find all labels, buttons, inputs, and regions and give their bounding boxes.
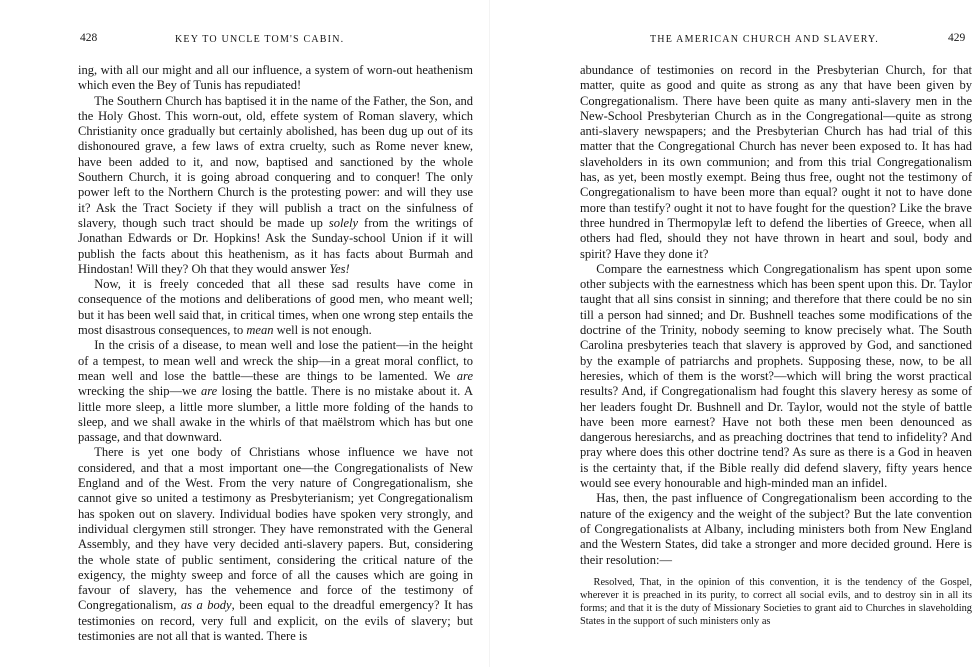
right-page-number: 429 xyxy=(948,32,966,44)
right-page xyxy=(490,0,980,667)
resolution-quote: Resolved, That, in the opinion of this convention, it is the tendency of the Gospel, wherever it is preached in its purity, to correct all social evils, and to destroy sin in all its forms; and that it is the duty of Missionary Societies to grant aid to Churches in slaveholding States in the support of such ministers only as xyxy=(580,576,972,628)
text-run: Has, then, the past influence of Congregationalism been according to the nature of the exigency and the weight of the subject? But the late convention of Congregationalists at Albany, including ministers both from New England and the Western States, did take a stronger and more decided ground. Here is their resolution:— xyxy=(580,491,972,567)
paragraph xyxy=(78,445,473,644)
text-run: Compare the earnestness which Congregationalism has spent upon some other subjects with the earnestness which has been spent upon this. Dr. Taylor taught that all sins consist in sinning; and therefore that there could be no sin till a person had sinned; and Dr. Bushnell teaches some modifications of the doctrine of the Trinity, nobody seeming to know precisely what. The South Carolina presbyteries teach that slavery is approved by God, and sanctioned by the example of patriarchs and prophets. Supposing these, now, to be all heresies, which of them is the worst?—which will bring the worst practical results? And, if Congregationalism had fought this slavery heresy as some of her leaders fought Dr. Bushnell and Dr. Taylor, would not the style of battle have been more earnest? Have not both these men been denounced as dangerous heresiarchs, and as preaching doctrines that tend to infidelity? And pray where does this other doctrine tend? As sure as there is a God in heaven is the certainty that, if the Bible really did defend slavery, fifty years hence would see every honourable and high-minded man an infidel. xyxy=(580,261,972,491)
text-run: The Southern Church has baptised it in the name of the Father, the Son, and the Holy Ghost. This worn-out, old, effete system of Roman slavery, which Christianity once gradually but certainly abolished, has been dug up out of its dishonoured grave, a few laws of extra cruelty, such as Rome never knew, have been added to it, and now, baptised and sanctioned by the whole Southern Church, it is going abroad conquering and to conquer! The only power left to the Northern Church is the protesting power: and will they use it? Ask the Tract Society if they will publish a tract on the sinfulness of slavery, though such tract should be made up xyxy=(78,93,473,230)
text-run: from the writings of Jonathan Edwards or Dr. Hopkins! Ask the Sunday-school Union if it will publish the facts about this heathenism, as it has facts about Burmah and Hindostan! Will they? Oh that they would answer xyxy=(78,215,473,276)
paragraph xyxy=(580,262,972,491)
paragraph xyxy=(78,94,473,278)
left-page-number: 428 xyxy=(80,32,98,44)
emphasis: Yes! xyxy=(329,261,350,276)
left-running-head: KEY TO UNCLE TOM'S CABIN. xyxy=(175,34,345,45)
paragraph xyxy=(78,277,473,338)
emphasis: solely xyxy=(328,215,359,230)
paragraph xyxy=(78,338,473,445)
text-run: ing, with all our might and all our influence, a system of worn-out heathenism which even the Bey of Tunis has repudiated! xyxy=(78,63,473,93)
text-run: Now, it is freely conceded that all these sad results have come in consequence of the motions and deliberations of good men, who meant well; but it has been well said that, in critical times, when one wrong step entails the most disastrous consequences, to xyxy=(78,277,473,338)
right-text-column xyxy=(580,63,972,629)
paragraph xyxy=(580,63,972,262)
text-run: well is not enough. xyxy=(273,323,372,338)
text-run: , been equal to the dreadful emergency? It has testimonies on record, very full and explicit, on the evils of slavery; but testimonies are not all that is wanted. There is xyxy=(78,598,473,643)
emphasis: are xyxy=(456,368,473,383)
text-run: losing the battle. There is no mistake about it. A little more sleep, a little more slumber, a little more folding of the hands to sleep, and we shall awake in the whirls of that maëlstrom which has but one passage, and that downward. xyxy=(78,384,473,445)
emphasis: mean xyxy=(246,323,274,338)
text-run: In the crisis of a disease, to mean well and lose the patient—in the height of a tempest, to mean well and wreck the ship—in a great moral conflict, to mean well and lose the battle—these are things to be lamented. We xyxy=(78,338,473,383)
left-text-column xyxy=(78,63,473,644)
right-running-head: THE AMERICAN CHURCH AND SLAVERY. xyxy=(650,34,879,45)
paragraph xyxy=(78,63,473,94)
text-run: There is yet one body of Christians whose influence we have not considered, and that a most important one—the Congregationalists of New England and of the West. From the very nature of Congregationalism, she cannot give so united a testimony as Presbyterianism; yet Congregationalism has spoken out on slavery. Individual bodies have spoken very strongly, and individual clergymen still stronger. They have remonstrated with the General Assembly, and they have very decided anti-slavery papers. But, considering the whole state of public sentiment, considering the critical nature of the exigency, the mighty sweep and force of all the causes which are going in favour of slavery, has the vehemence and force of the testimony of Congregationalism, xyxy=(78,445,473,613)
text-run: abundance of testimonies on record in the Presbyterian Church, for that matter, quite as good and quite as strong as any that have been given by Congregationalism. There have been quite as many anti-slavery men in the New-School Presbyterian Church as in the Congregational—quite as strong anti-slavery newspapers; and the Presbyterian Church has had trial of this matter that the Congregational Church has never been exposed to. It has had slaveholders in its own communion; and from this trial Congregationalism has, as yet, been mostly exempt. Being thus free, ought not the testimony of Congregationalism to have been more than equal? ought it not to have done more than testify? ought it not to have fought for the question? Like the brave three hundred in Thermopylæ left to defend the liberties of Greece, when all others had fled, should they not have thrown in heart and soul, body and spirit? Have they done it? xyxy=(580,63,972,261)
text-run: wrecking the ship—we xyxy=(78,384,201,399)
emphasis: as a body xyxy=(180,598,232,613)
emphasis: are xyxy=(200,384,218,399)
paragraph xyxy=(580,491,972,567)
